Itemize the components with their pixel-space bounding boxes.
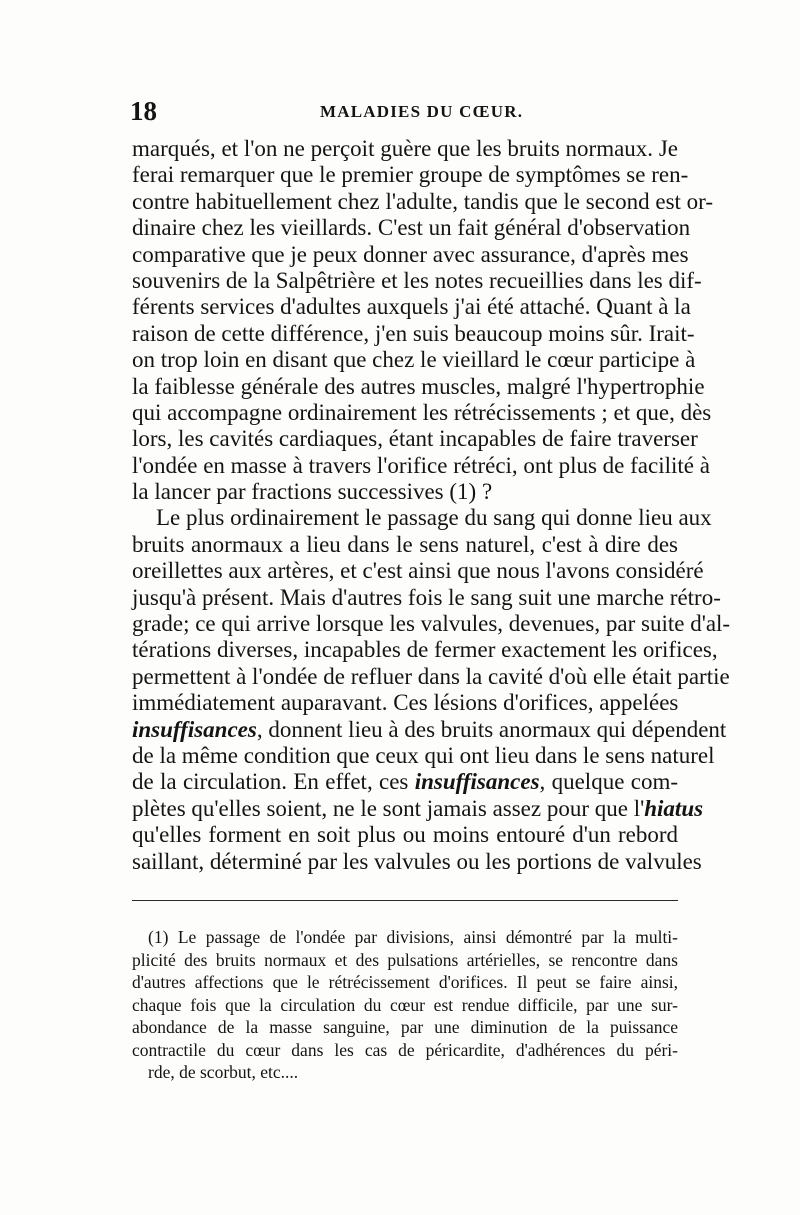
- text-line: souvenirs de la Salpêtrière et les notes recueillies dans les dif-: [132, 267, 702, 293]
- text-line: la faiblesse générale des autres muscles, malgré l'hypertrophie: [132, 373, 705, 399]
- paragraph-end-line: la lancer par fractions successives (1) ?: [132, 479, 493, 505]
- running-title: MALADIES DU CŒUR.: [320, 102, 524, 121]
- footnote-line: contractile du cœur dans les cas de péricardite, d'adhérences du péri-: [132, 1039, 678, 1060]
- paragraph-start-line: Le plus ordinairement le passage du sang qui donne lieu aux: [156, 505, 712, 531]
- text-line: ferai remarquer que le premier groupe de symptômes se ren-: [132, 162, 689, 188]
- text-run: de la circulation. En effet, ces: [132, 769, 415, 795]
- text-line: l'ondée en masse à travers l'orifice rétréci, ont plus de facilité à: [132, 452, 710, 478]
- running-head: [130, 96, 680, 126]
- text-line: jusqu'à présent. Mais d'autres fois le sang suit une marche rétro-: [132, 584, 721, 610]
- text-line: comparative que je peux donner avec assurance, d'après mes: [132, 241, 689, 267]
- footnote-line: abondance de la masse sanguine, par une diminution de la puissance: [132, 1017, 678, 1037]
- text-run: , donnent lieu à des bruits anormaux qui dépendent: [256, 716, 727, 742]
- text-line: saillant, déterminé par les valvules ou les portions de valvules: [132, 848, 702, 874]
- footnote-line: rde, de scorbut, etc....: [148, 1062, 299, 1082]
- footnote: [132, 926, 678, 1084]
- text-line: térations diverses, incapables de fermer exactement les orifices,: [132, 637, 718, 663]
- body-text: [132, 136, 731, 875]
- text-run: plètes qu'elles soient, ne le sont jamais assez pour que l': [132, 795, 645, 821]
- text-line: dinaire chez les vieillards. C'est un fait général d'observation: [132, 215, 691, 241]
- text-line: raison de cette différence, j'en suis beaucoup moins sûr. Irait-: [132, 320, 695, 346]
- text-line-with-italic: [132, 769, 678, 795]
- text-line: on trop loin en disant que chez le vieillard le cœur participe à: [132, 347, 696, 373]
- italic-term: insuffisances: [132, 716, 257, 742]
- footnote-line: plicité des bruits normaux et des pulsations artérielles, se rencontre dans: [132, 949, 678, 970]
- text-line: lors, les cavités cardiaques, étant incapables de faire traverser: [132, 426, 698, 452]
- text-line: grade; ce qui arrive lorsque les valvules, devenues, par suite d'al-: [132, 611, 731, 637]
- text-line: contre habituellement chez l'adulte, tandis que le second est or-: [132, 188, 714, 214]
- footnote-line: (1) Le passage de l'ondée par divisions, ainsi démontré par la multi-: [148, 927, 678, 947]
- italic-term: insuffisances: [414, 769, 540, 795]
- text-line: de la même condition que ceux qui ont lieu dans le sens naturel: [132, 742, 715, 768]
- text-line-with-italic: [132, 716, 727, 743]
- text-line: oreillettes aux artères, et c'est ainsi que nous l'avons considéré: [132, 558, 704, 584]
- text-line: immédiatement auparavant. Ces lésions d'orifices, appelées: [132, 690, 679, 716]
- page-number: 18: [130, 96, 157, 126]
- text-line: qu'elles forment en soit plus ou moins entouré d'un rebord: [132, 822, 678, 848]
- text-line: marqués, et l'on ne perçoit guère que les bruits normaux. Je: [132, 136, 678, 161]
- text-line: férents services d'adultes auxquels j'ai été attaché. Quant à la: [132, 294, 691, 320]
- text-line: qui accompagne ordinairement les rétrécissements ; et que, dès: [132, 399, 712, 425]
- italic-term: hiatus: [644, 795, 704, 821]
- footnote-line: d'autres affections que le rétrécissement d'orifices. Il peut se faire ainsi,: [132, 972, 678, 992]
- text-line-with-italic: [132, 795, 704, 822]
- footnote-line: chaque fois que la circulation du cœur est rendue difficile, par une sur-: [132, 994, 678, 1015]
- text-line: bruits anormaux a lieu dans le sens naturel, c'est à dire des: [132, 531, 678, 557]
- text-run: , quelque com-: [539, 769, 678, 795]
- footnote-rule: [132, 900, 678, 901]
- text-line: permettent à l'ondée de refluer dans la cavité d'où elle était partie: [132, 663, 730, 689]
